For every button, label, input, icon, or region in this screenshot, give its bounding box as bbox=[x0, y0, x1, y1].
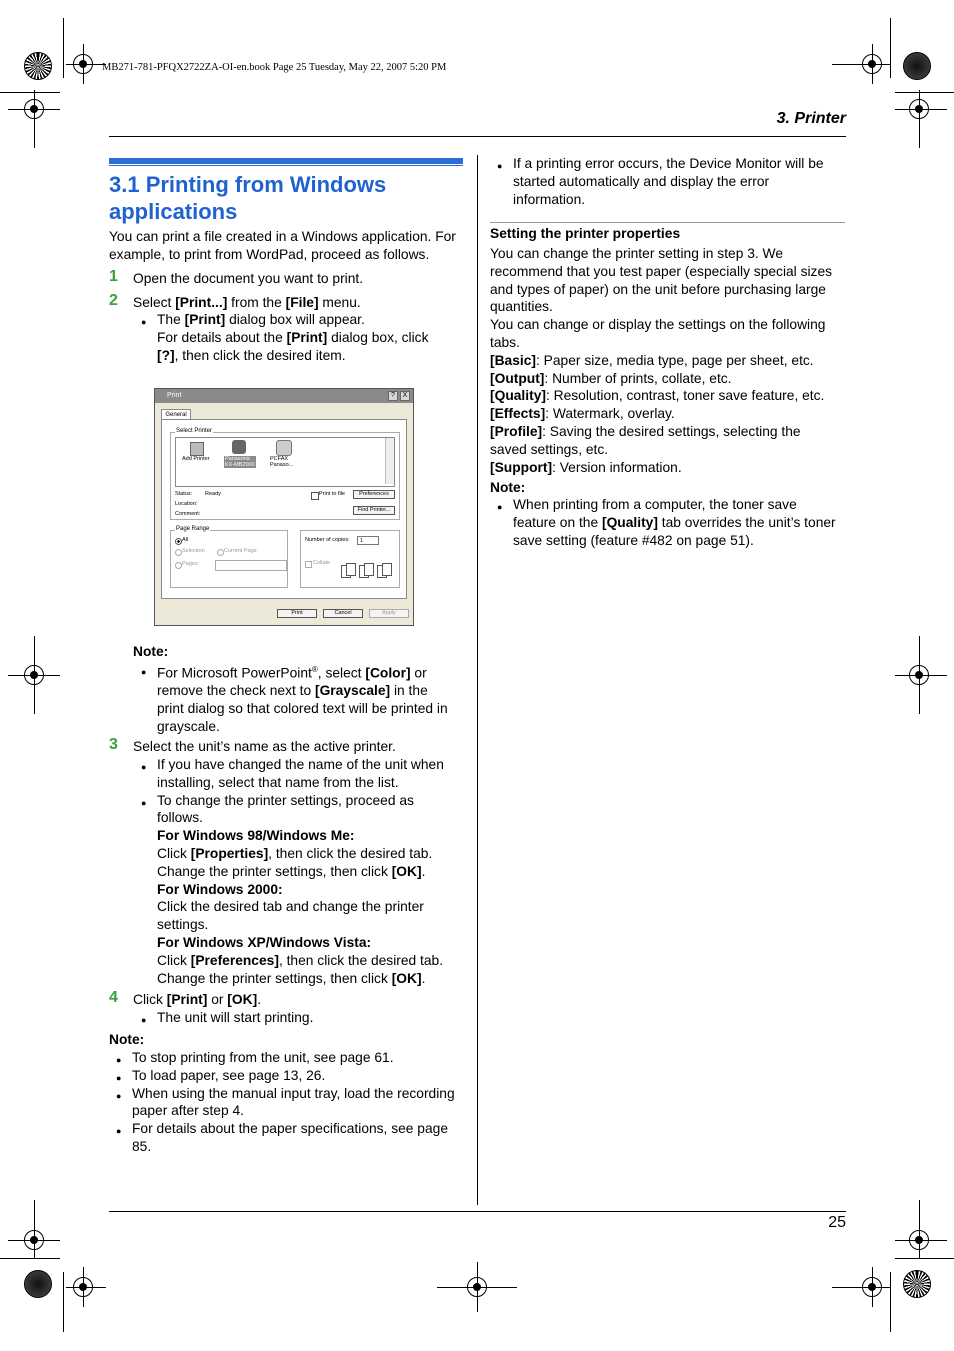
pages-input[interactable] bbox=[215, 560, 287, 571]
current-page-radio[interactable] bbox=[217, 549, 224, 556]
print-to-file-checkbox[interactable] bbox=[311, 492, 319, 500]
tab-support-desc: [Support]: Version information. bbox=[490, 459, 682, 475]
printer-2-label[interactable]: PCFAX Panaso... bbox=[270, 456, 294, 468]
section-title-bar-thin bbox=[109, 165, 463, 166]
page-range-group: Page Range All Selection Current Page Pages: bbox=[170, 530, 288, 588]
step-2-text: Select [Print...] from the [File] menu. bbox=[133, 295, 361, 310]
preferences-button[interactable]: Preferences bbox=[353, 490, 395, 499]
column-divider bbox=[477, 155, 478, 1205]
step-2-bullet: ● The [Print] dialog box will appear. For details about the [Print] dialog box, click [?], then click the desired item. bbox=[157, 311, 467, 364]
right-note-body: ● When printing from a computer, the toner save feature on the [Quality] tab overrides the unit’s toner save setting (feature #482 on page 51). bbox=[513, 496, 853, 549]
collate-checkbox[interactable] bbox=[305, 561, 312, 568]
tab-general[interactable]: General bbox=[161, 409, 191, 420]
copies-group: Number of copies: 1 Collate bbox=[300, 530, 400, 588]
file-info: MB271-781-PFQX2722ZA-OI-en.book Page 25 Tuesday, May 22, 2007 5:20 PM bbox=[102, 62, 447, 73]
close-button[interactable]: X bbox=[400, 391, 410, 401]
collate-pages-icon bbox=[341, 563, 395, 577]
printer-1-label[interactable]: Panasonic KX-MB2000 bbox=[225, 456, 255, 468]
dialog-title: Print bbox=[167, 392, 182, 399]
tab-effects-desc: [Effects]: Watermark, overlay. bbox=[490, 406, 675, 422]
pages-radio[interactable] bbox=[175, 562, 182, 569]
step-3-text: Select the unit’s name as the active printer. bbox=[133, 739, 396, 754]
page-number: 25 bbox=[828, 1214, 846, 1231]
add-printer-label: Add Printer bbox=[182, 456, 210, 462]
step-1-number: 1 bbox=[109, 268, 118, 285]
all-radio[interactable] bbox=[175, 538, 182, 545]
selection-radio[interactable] bbox=[175, 549, 182, 556]
printer-properties-body: You can change the printer setting in step 3. We recommend that you test paper (especially special sizes and types of paper) on the unit before purchasing large quantities. You can change or display the settings on the following tabs. [Basic]: Paper size, media type, page per sheet, etc. [Output]: Number of prints, collate, etc. [Quality]: Resolution, contrast, toner save feature, etc. [Effects]: Watermark, overlay. [Profile]: Saving the desired settings, selecting the saved settings, etc. [Support]: Version information. bbox=[490, 245, 850, 476]
dialog-general-panel bbox=[161, 419, 407, 599]
tab-output-desc: [Output]: Number of prints, collate, etc. bbox=[490, 370, 732, 386]
step-4-text: Click [Print] or [OK]. bbox=[133, 992, 262, 1007]
dialog-title-bar bbox=[155, 389, 413, 403]
tab-basic-desc: [Basic]: Paper size, media type, page per sheet, etc. bbox=[490, 352, 814, 368]
intro-paragraph: You can print a file created in a Windows application. For example, to print from WordPad, proceed as follows. bbox=[109, 229, 456, 262]
step-1-text: Open the document you want to print. bbox=[133, 271, 364, 286]
running-title: 3. Printer bbox=[776, 110, 846, 127]
cancel-button[interactable]: Cancel bbox=[323, 609, 363, 618]
apply-button[interactable]: Apply bbox=[369, 609, 409, 618]
tab-profile-desc: [Profile]: Saving the desired settings, selecting the bbox=[490, 423, 801, 439]
footer-rule bbox=[109, 1211, 846, 1212]
step-2-number: 2 bbox=[109, 292, 118, 309]
step-4-number: 4 bbox=[109, 989, 118, 1006]
print-dialog-screenshot bbox=[154, 388, 414, 626]
step-4-bullet: ● The unit will start printing. bbox=[157, 1009, 467, 1027]
printer-properties-heading: Setting the printer properties bbox=[490, 226, 681, 241]
note-2-body: ● To stop printing from the unit, see page 61. ● To load paper, see page 13, 26. ● When using the manual input tray, load the recording paper after step 4. ● For details about the paper specifications, see page 85. bbox=[132, 1049, 472, 1156]
section-title-bar bbox=[109, 158, 463, 164]
tab-quality-desc: [Quality]: Resolution, contrast, toner save feature, etc. bbox=[490, 388, 825, 404]
subsection-rule bbox=[490, 222, 845, 223]
add-printer-icon bbox=[190, 442, 204, 456]
note-1-label: Note: bbox=[133, 644, 169, 659]
select-printer-group: Select Printer Add Printer Panasonic KX-MB2000 PCFAX Panaso... Status: Ready Location: Comment: Print to file Preferences Find Printer... bbox=[170, 432, 400, 520]
right-note-label: Note: bbox=[490, 480, 526, 495]
step-3-number: 3 bbox=[109, 736, 118, 753]
fax-printer-icon bbox=[276, 440, 292, 456]
printer-list[interactable] bbox=[175, 437, 395, 487]
note-1-body: ● For Microsoft PowerPoint®, select [Color] or remove the check next to [Grayscale] in the print dialog so that colored text will be printed in grayscale. bbox=[157, 661, 467, 736]
printer-list-scrollbar[interactable] bbox=[385, 438, 394, 484]
print-button[interactable]: Print bbox=[277, 609, 317, 618]
note-2-label: Note: bbox=[109, 1032, 145, 1047]
printer-icon bbox=[232, 440, 246, 454]
step-3-details: ● If you have changed the name of the unit when installing, select that name from the list. ● To change the printer settings, proceed as follows. For Windows 98/Windows Me: Click [Properties], then click the desired tab. Change the printer settings, then click [OK]. For Windows 2000: Click the desired tab and change the printer settings. For Windows XP/Windows Vista: Click [Preferences], then click the desired tab. Change the printer settings, then click [OK]. bbox=[157, 756, 467, 987]
section-title: 3.1 Printing from Windows applications bbox=[109, 172, 387, 224]
header-rule bbox=[109, 136, 846, 137]
printing-error-bullet: ● If a printing error occurs, the Device Monitor will be started automatically and display the error information. bbox=[513, 155, 848, 208]
help-button[interactable]: ? bbox=[388, 391, 398, 401]
copies-input[interactable]: 1 bbox=[357, 536, 379, 545]
find-printer-button[interactable]: Find Printer... bbox=[353, 506, 395, 515]
